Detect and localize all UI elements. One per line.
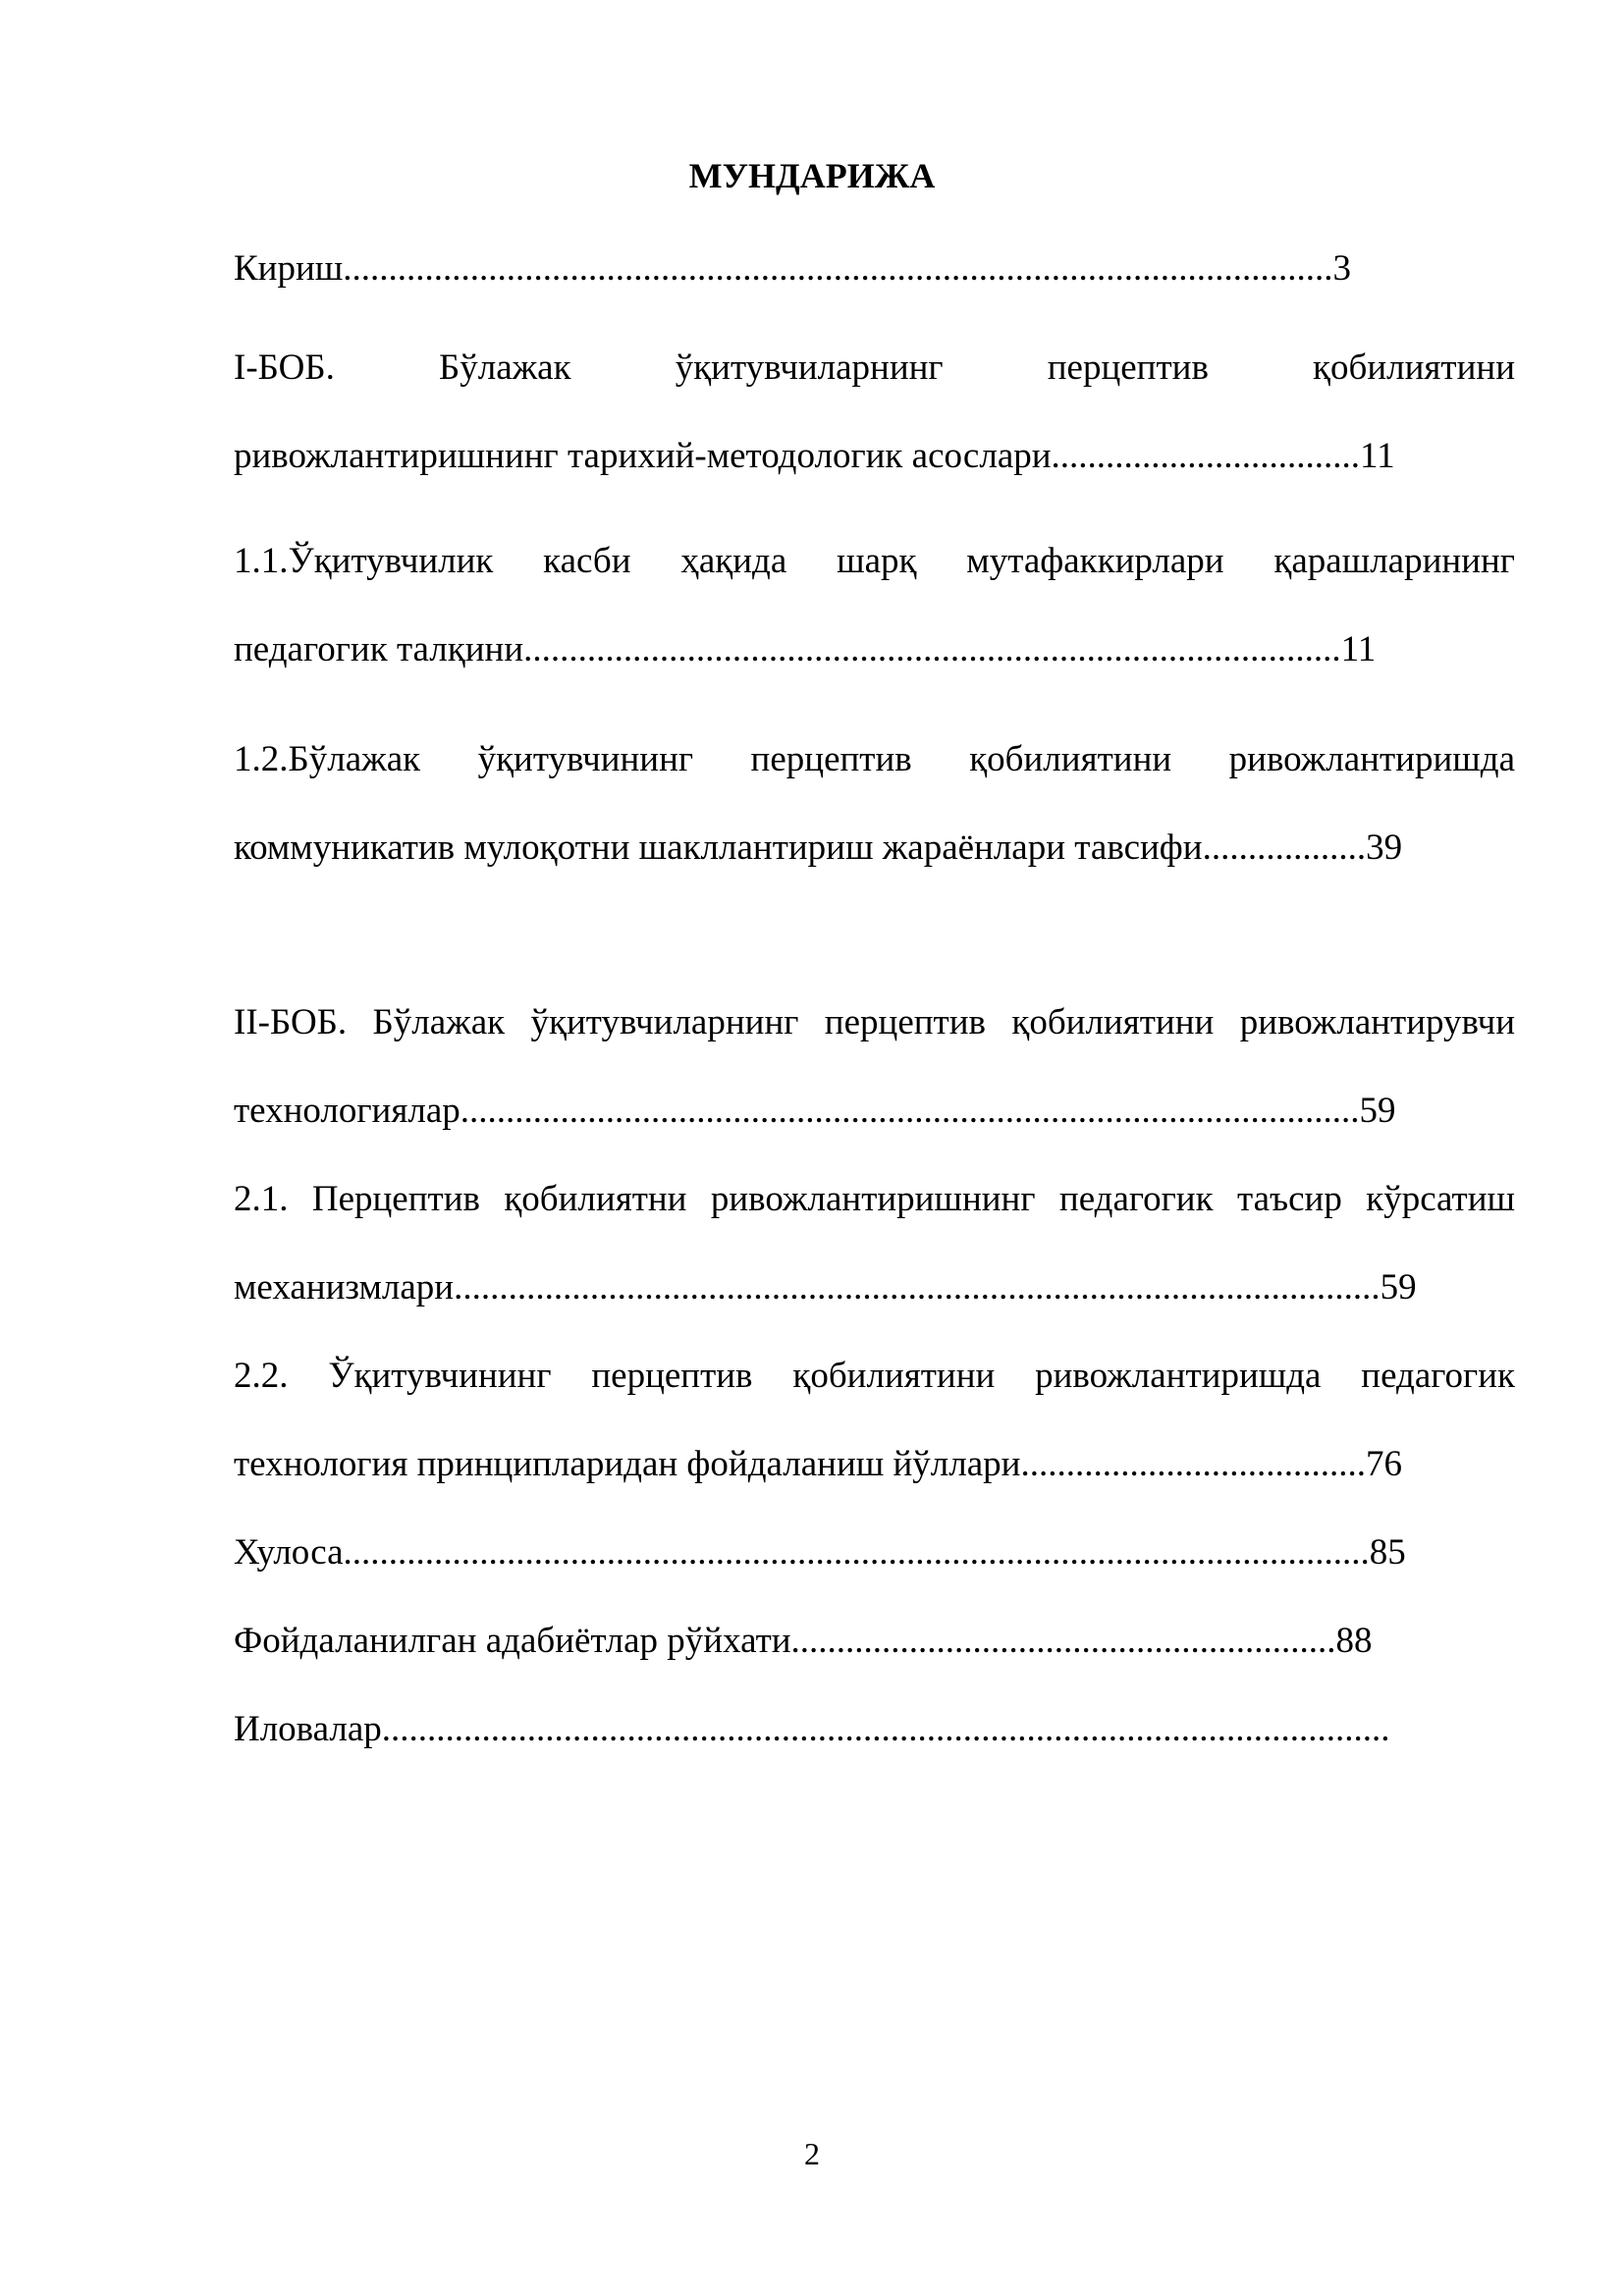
toc-entry-chapter-2-line-1: II-БОБ. Бўлажак ўқитувчиларнинг перцептив қобилиятини ривожлантирувчи [234,1002,1515,1042]
toc-entry-section-1-1-line-2: педагогик талқини..........................................................................................11 [234,629,1377,669]
toc-entry-references: Фойдаланилган адабиётлар рўйхати............................................................88 [234,1621,1373,1661]
toc-entry-section-1-2-line-1: 1.2.Бўлажак ўқитувчининг перцептив қобилиятини ривожлантиришда [234,739,1515,779]
toc-entry-chapter-1-line-2: ривожлантиришнинг тарихий-методологик асослари..................................11 [234,436,1395,476]
toc-entry-introduction: Кириш.............................................................................................................3 [234,248,1352,289]
toc-entry-section-2-2-line-2: технология принципларидан фойдаланиш йўллари......................................76 [234,1444,1402,1484]
toc-entry-appendices: Иловалар............................................................................................................... [234,1709,1390,1749]
toc-entry-section-2-1-line-2: механизмлари......................................................................................................59 [234,1267,1417,1308]
toc-entry-section-1-1-line-1: 1.1.Ўқитувчилик касби ҳақида шарқ мутафаккирлари қарашларининг [234,541,1515,581]
toc-entry-chapter-1-line-1: I-БОБ. Бўлажак ўқитувчиларнинг перцептив қобилиятини [234,347,1515,388]
toc-entry-chapter-2-line-2: технологиялар...................................................................................................59 [234,1091,1396,1131]
toc-entry-section-2-1-line-1: 2.1. Перцептив қобилиятни ривожлантиришнинг педагогик таъсир кўрсатиш [234,1179,1515,1219]
toc-entry-conclusion: Хулоса.................................................................................................................85 [234,1532,1406,1573]
toc-entry-section-1-2-line-2: коммуникатив мулоқотни шакллантириш жараёнлари тавсифи..................39 [234,828,1403,868]
page-number: 2 [804,2136,820,2171]
toc-entry-section-2-2-line-1: 2.2. Ўқитувчининг перцептив қобилиятини ривожлантиришда педагогик [234,1356,1515,1396]
page-title: МУНДАРИЖА [688,156,936,195]
